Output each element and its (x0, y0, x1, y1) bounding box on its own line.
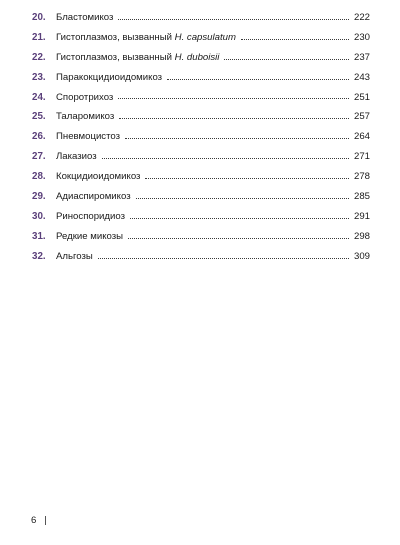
toc-entry[interactable] (32, 127, 370, 147)
chapter-title[interactable]: Риноспоридиоз (56, 210, 125, 222)
footer-divider (45, 516, 46, 525)
page-number: 298 (353, 230, 370, 242)
chapter-number: 28. (32, 171, 46, 183)
chapter-title[interactable]: Пневмоцистоз (56, 131, 121, 143)
chapter-title[interactable]: Бластомикоз (56, 12, 114, 23)
page-number: 264 (353, 131, 370, 143)
table-of-contents (32, 8, 370, 267)
toc-entry[interactable] (32, 68, 370, 88)
chapter-number: 21. (32, 31, 46, 43)
dot-leader (167, 79, 349, 80)
chapter-number: 25. (32, 111, 46, 123)
page-number: 278 (353, 171, 370, 183)
page-footer (31, 515, 46, 526)
dot-leader (118, 98, 349, 99)
chapter-number: 32. (32, 250, 46, 262)
dot-leader (119, 118, 349, 119)
dot-leader (98, 258, 349, 259)
page-number: 271 (353, 151, 370, 163)
toc-entry[interactable] (32, 247, 370, 267)
chapter-title[interactable]: Лаказиоз (56, 151, 97, 163)
toc-entry[interactable] (32, 8, 370, 28)
dot-leader (125, 138, 349, 139)
chapter-title[interactable]: Таларомикоз (56, 111, 115, 123)
chapter-number: 31. (32, 230, 46, 242)
chapter-title[interactable]: Альгозы (56, 250, 93, 262)
chapter-number: 24. (32, 91, 46, 103)
page-number: 237 (353, 51, 370, 63)
chapter-number: 30. (32, 210, 46, 222)
chapter-number: 22. (32, 51, 46, 63)
chapter-number: 26. (32, 131, 46, 143)
footer-page-number: 6 (31, 515, 37, 526)
page-number: 251 (353, 91, 370, 103)
toc-entry[interactable] (32, 28, 370, 48)
dot-leader (145, 178, 349, 179)
toc-entry[interactable] (32, 207, 370, 227)
toc-entry[interactable] (32, 227, 370, 247)
dot-leader (136, 198, 349, 199)
chapter-title[interactable]: Споротрихоз (56, 91, 114, 103)
page-number: 243 (353, 71, 370, 83)
dot-leader (224, 59, 349, 60)
chapter-title[interactable]: Редкие микозы (56, 230, 124, 242)
chapter-number: 27. (32, 151, 46, 163)
page-number: 230 (353, 31, 370, 43)
dot-leader (130, 218, 349, 219)
chapter-title[interactable]: Адиаспиромикоз (56, 191, 131, 203)
dot-leader (118, 19, 349, 20)
page-number: 291 (353, 210, 370, 222)
page-number: 285 (353, 191, 370, 203)
toc-entry[interactable] (32, 167, 370, 187)
toc-entry[interactable] (32, 187, 370, 207)
page-number: 222 (353, 12, 370, 23)
toc-entry[interactable] (32, 88, 370, 108)
page-number: 309 (353, 250, 370, 262)
chapter-title[interactable]: Кокцидиоидомикоз (56, 171, 141, 183)
chapter-number: 20. (32, 12, 46, 23)
chapter-title[interactable]: Паракокцидиоидомикоз (56, 71, 163, 83)
chapter-number: 23. (32, 71, 46, 83)
chapter-title[interactable]: Гистоплазмоз, вызванный H. duboisii (56, 51, 220, 63)
chapter-title[interactable]: Гистоплазмоз, вызванный H. capsulatum (56, 31, 236, 43)
dot-leader (102, 158, 349, 159)
toc-entry[interactable] (32, 107, 370, 127)
dot-leader (241, 39, 349, 40)
dot-leader (128, 238, 349, 239)
toc-entry[interactable] (32, 147, 370, 167)
toc-entry[interactable] (32, 48, 370, 68)
page-number: 257 (353, 111, 370, 123)
chapter-number: 29. (32, 191, 46, 203)
